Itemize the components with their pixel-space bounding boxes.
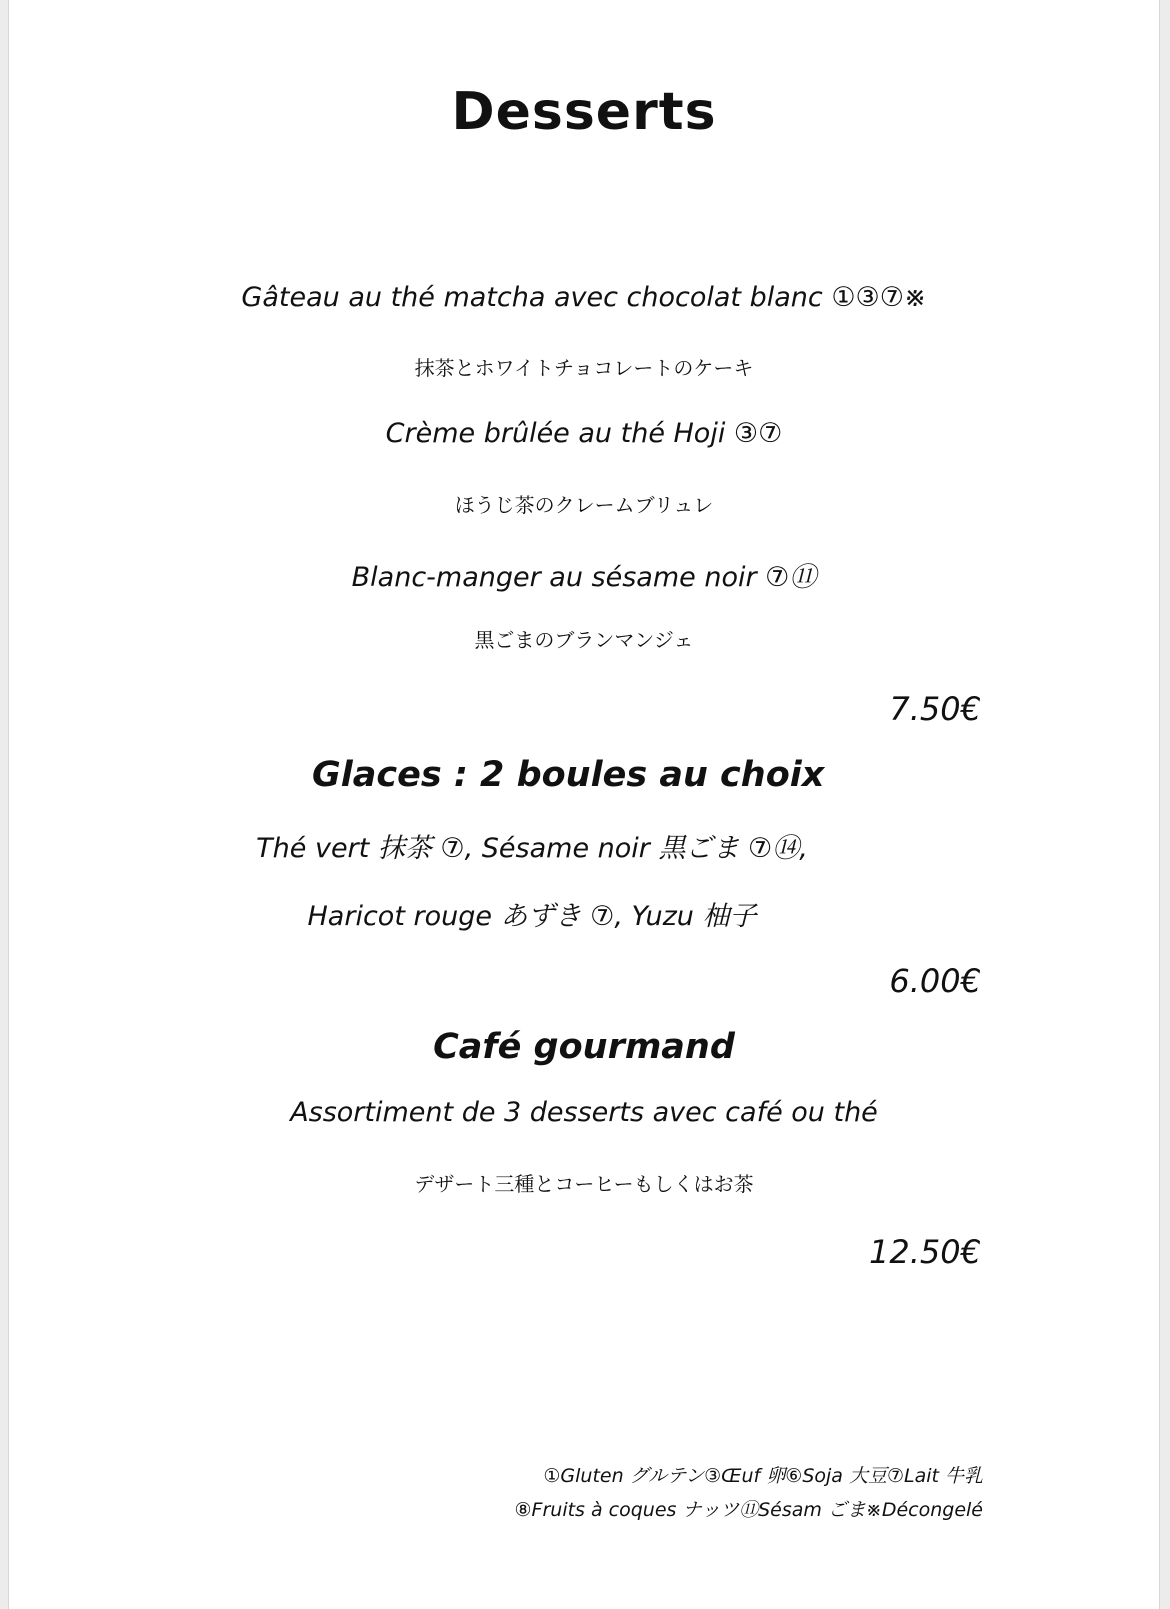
glaces-flavors-line-1: Thé vert 抹茶 ⑦, Sésame noir 黒ごま ⑦⑭, [256, 833, 808, 864]
allergen-legend-line-1: ①Gluten グルテン③Œuf 卵⑥Soja 大豆⑦Lait 牛乳 [543, 1465, 983, 1487]
cafe-gourmand-price: 12.50€ [869, 1233, 981, 1271]
cafe-gourmand-section-title: Café gourmand [433, 1027, 735, 1067]
page-title: Desserts [451, 82, 717, 142]
cafe-gourmand-description: Assortiment de 3 desserts avec café ou thé [290, 1097, 878, 1128]
desserts-price: 7.50€ [889, 690, 981, 728]
dessert-item-blanc-manger: Blanc-manger au sésame noir ⑦⑪ [351, 562, 817, 593]
cafe-gourmand-japanese: デザート三種とコーヒーもしくはお茶 [414, 1172, 754, 1196]
allergen-legend-line-2: ⑧Fruits à coques ナッツ⑪Sésam ごま※Décongelé [514, 1499, 983, 1521]
menu-page [8, 0, 1160, 1609]
glaces-flavors-line-2: Haricot rouge あずき ⑦, Yuzu 柚子 [307, 901, 757, 932]
glaces-price: 6.00€ [889, 962, 981, 1000]
dessert-item-blanc-manger-japanese: 黒ごまのブランマンジェ [474, 628, 694, 652]
dessert-item-matcha-cake-japanese: 抹茶とホワイトチョコレートのケーキ [414, 356, 754, 380]
dessert-item-creme-brulee-japanese: ほうじ茶のクレームブリュレ [454, 493, 714, 517]
glaces-section-title: Glaces : 2 boules au choix [312, 755, 825, 795]
dessert-item-matcha-cake: Gâteau au thé matcha avec chocolat blanc ①③⑦※ [241, 282, 927, 313]
dessert-item-creme-brulee: Crème brûlée au thé Hoji ③⑦ [385, 418, 783, 449]
